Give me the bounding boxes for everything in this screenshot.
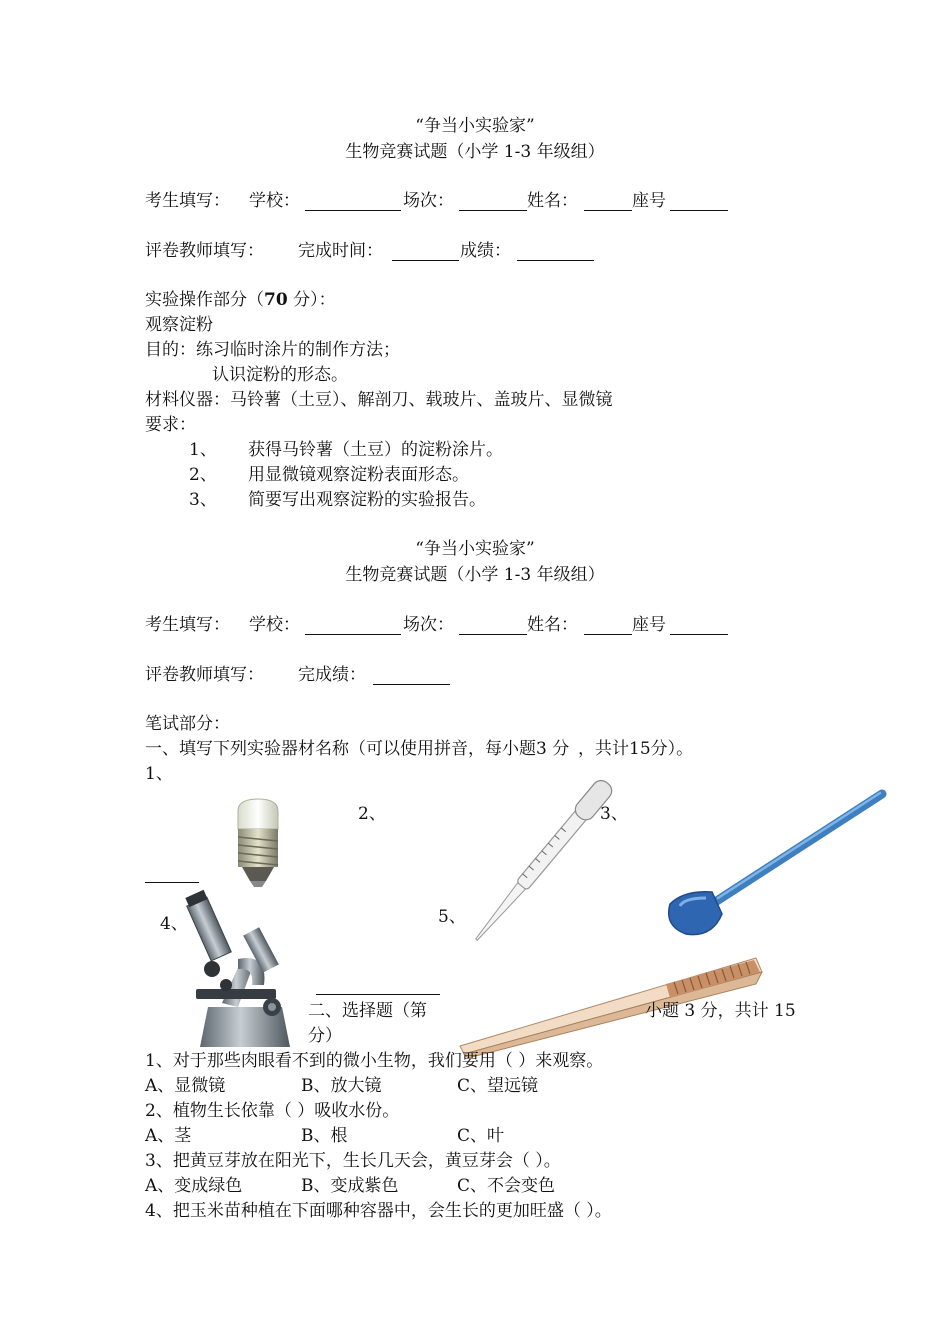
- score-field[interactable]: [517, 260, 594, 261]
- option-c[interactable]: C、不会变色: [457, 1176, 556, 1196]
- question-2-title-cont: 分）: [308, 1026, 342, 1046]
- seat-label: 座号: [632, 191, 666, 211]
- option-a[interactable]: A、变成绿色: [145, 1176, 243, 1196]
- examinee-label: 考生填写：: [145, 191, 230, 211]
- answer-line-1[interactable]: [145, 882, 199, 883]
- option-b[interactable]: B、根: [301, 1126, 348, 1146]
- name-label: 姓名：: [527, 191, 578, 211]
- question-text: 4、把玉米苗种植在下面哪种容器中，会生长的更加旺盛（ ）。: [145, 1201, 612, 1221]
- question-2-title-start: 二、选择题（第: [308, 1001, 427, 1021]
- session-field[interactable]: [459, 634, 527, 635]
- requirement-number: 2、: [189, 465, 217, 485]
- purpose-line-2: 认识淀粉的形态。: [212, 365, 348, 385]
- light-bulb-icon: [226, 795, 290, 889]
- option-a[interactable]: A、茎: [145, 1126, 192, 1146]
- page-subtitle: 生物竞赛试题（小学 1-3 年级组）: [345, 142, 605, 162]
- session-label: 场次：: [403, 615, 454, 635]
- seat-field[interactable]: [670, 634, 728, 635]
- item-label-3: 3、: [600, 804, 628, 824]
- option-a[interactable]: A、显微镜: [145, 1076, 226, 1096]
- teacher-label: 评卷教师填写：: [145, 665, 264, 685]
- page-subtitle: 生物竞赛试题（小学 1-3 年级组）: [345, 565, 605, 585]
- requirements-label: 要求：: [145, 415, 196, 435]
- written-section-label: 笔试部分：: [145, 714, 230, 734]
- teacher-label: 评卷教师填写：: [145, 241, 264, 261]
- question-1-title: 一、填写下列实验器材名称（可以使用拼音，每小题: [145, 739, 536, 759]
- item-label-4: 4、: [160, 914, 188, 934]
- question-text: 1、对于那些肉眼看不到的微小生物，我们要用（ ）来观察。: [145, 1051, 604, 1071]
- question-2-title-end: 小题 3 分，共计 15: [645, 1001, 796, 1021]
- question-1-title-end: ，共计15分）。: [578, 739, 694, 759]
- session-field[interactable]: [459, 210, 527, 211]
- requirement-number: 3、: [189, 490, 217, 510]
- option-c[interactable]: C、叶: [457, 1126, 505, 1146]
- requirement-text: 用显微镜观察淀粉表面形态。: [248, 465, 469, 485]
- score-label: 完成绩：: [298, 665, 366, 685]
- session-label: 场次：: [403, 191, 454, 211]
- materials-line: 材料仪器：马铃薯（土豆）、解剖刀、载玻片、盖玻片、显微镜: [145, 390, 613, 410]
- question-1-points: 3 分: [536, 739, 570, 759]
- page-title: “争当小实验家”: [415, 539, 535, 559]
- seat-field[interactable]: [670, 210, 728, 211]
- requirement-text: 简要写出观察淀粉的实验报告。: [248, 490, 486, 510]
- answer-line-2[interactable]: [316, 994, 440, 995]
- score-label: 成绩：: [460, 241, 511, 261]
- experiment-topic: 观察淀粉: [145, 315, 213, 335]
- time-label: 完成时间：: [298, 241, 383, 261]
- school-label: 学校：: [249, 615, 300, 635]
- microscope-icon: [192, 893, 298, 1050]
- requirement-text: 获得马铃薯（土豆）的淀粉涂片。: [248, 440, 503, 460]
- option-c[interactable]: C、望远镜: [457, 1076, 539, 1096]
- option-b[interactable]: B、变成紫色: [301, 1176, 399, 1196]
- question-text: 2、植物生长依靠（ ）吸收水份。: [145, 1101, 400, 1121]
- option-b[interactable]: B、放大镜: [301, 1076, 382, 1096]
- school-label: 学校：: [249, 191, 300, 211]
- medicine-spoon-icon: [660, 786, 890, 938]
- question-text: 3、把黄豆芽放在阳光下，生长几天会，黄豆芽会（ ）。: [145, 1151, 561, 1171]
- score-field[interactable]: [373, 684, 450, 685]
- seat-label: 座号: [632, 615, 666, 635]
- school-field[interactable]: [305, 210, 401, 211]
- time-field[interactable]: [392, 260, 459, 261]
- examinee-label: 考生填写：: [145, 615, 230, 635]
- item-label-2: 2、: [358, 804, 386, 824]
- purpose-line-1: 目的：练习临时涂片的制作方法；: [145, 340, 400, 360]
- requirement-number: 1、: [189, 440, 217, 460]
- name-field[interactable]: [584, 634, 632, 635]
- item-label-1: 1、: [145, 764, 173, 784]
- section-title: 实验操作部分（70 分）：: [145, 290, 336, 310]
- school-field[interactable]: [305, 634, 401, 635]
- name-field[interactable]: [584, 210, 632, 211]
- item-label-5: 5、: [438, 907, 466, 927]
- name-label: 姓名：: [527, 615, 578, 635]
- page-title: “争当小实验家”: [415, 116, 535, 136]
- dropper-pipette-icon: [448, 772, 648, 940]
